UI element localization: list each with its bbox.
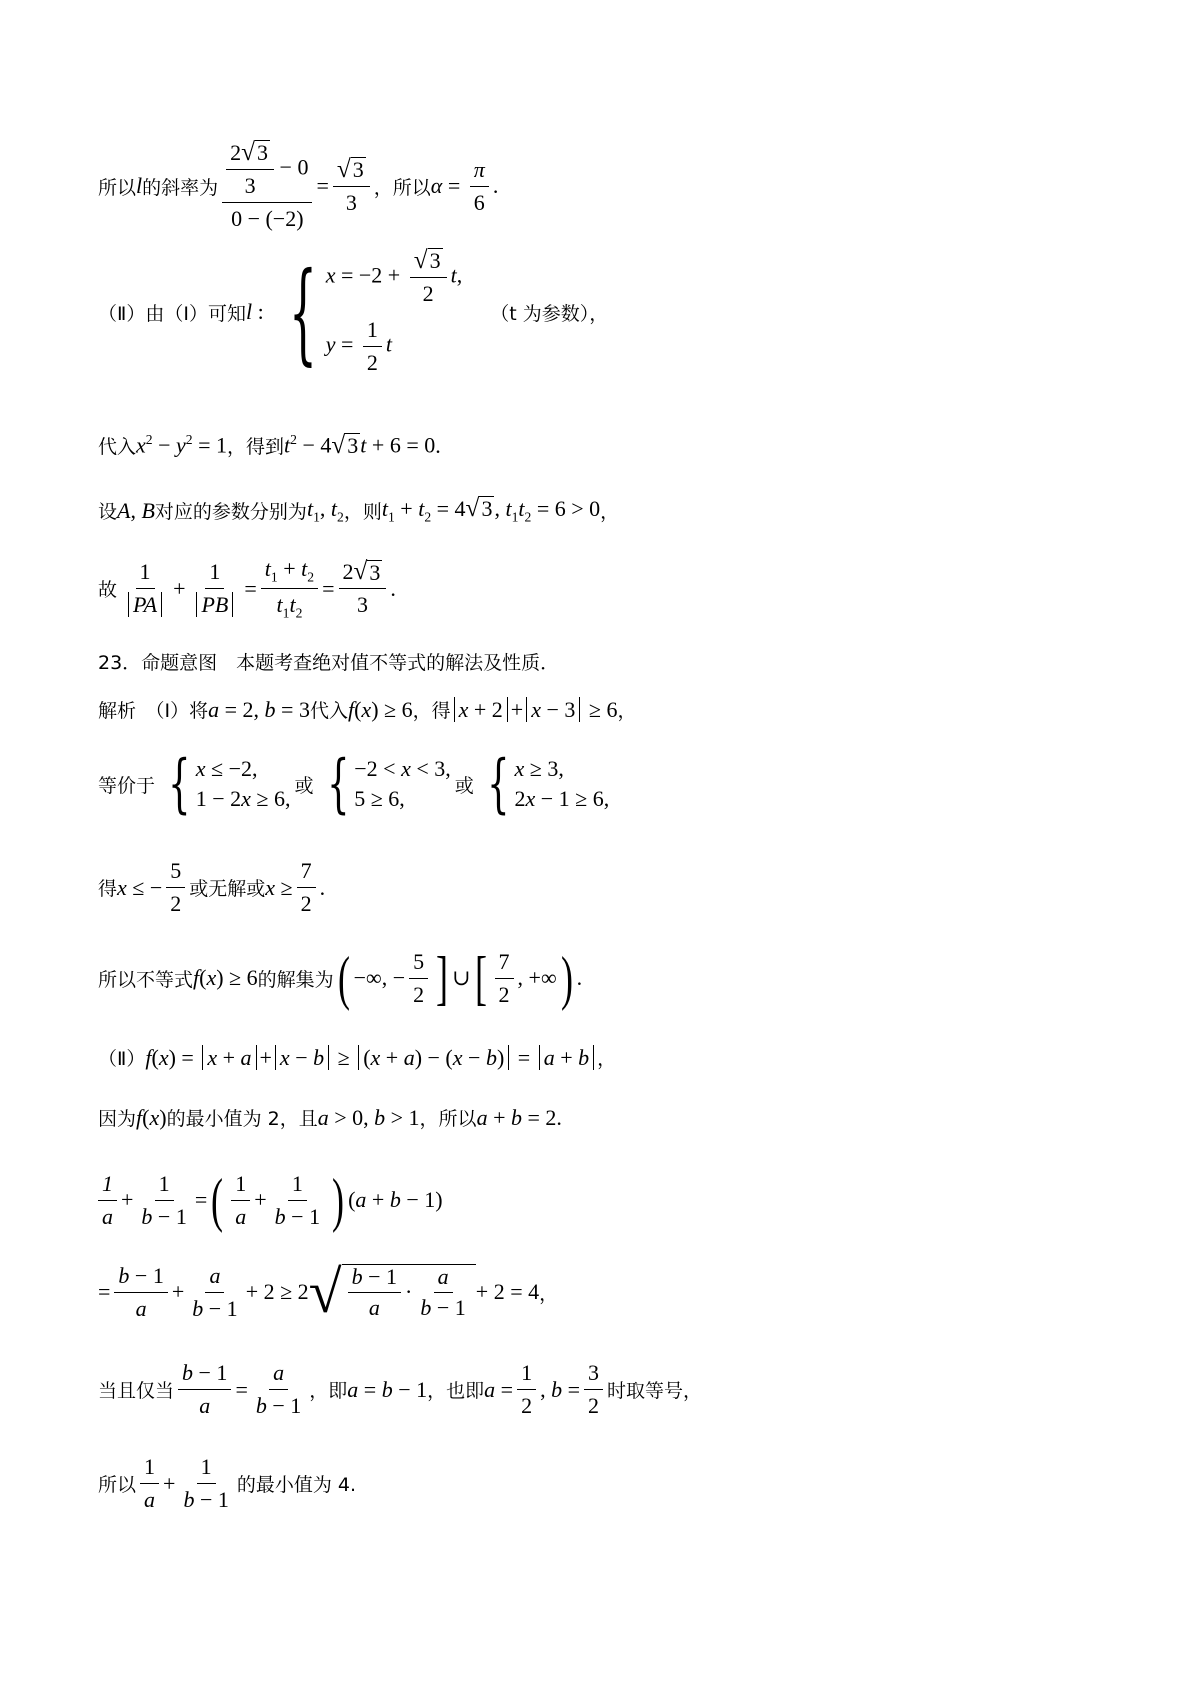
text-segment: 代入 [98, 436, 137, 458]
part2-line: （Ⅱ） f(x) = x + a + x − b ≥ (x + a) − (x − b) = a + b ， [98, 1044, 617, 1070]
text-segment: （t 为参数）， [490, 302, 609, 325]
punct: . [435, 432, 441, 458]
text-segment: 解析 （Ⅰ）将 [98, 700, 209, 722]
expression-line: $\frac{1}{a}$ + $\frac{1}{b - 1}$ = ( $\frac{1}{a}$ + $\frac{1}{b - 1}$ ) (a + b − 1) [98, 1170, 443, 1230]
text-segment: 所以 [98, 1474, 137, 1496]
punct: . [492, 173, 499, 198]
conclusion-line: 所以 $\frac{1}{a}$ + $\frac{1}{b - 1}$ 的最小值为 4. [98, 1454, 357, 1512]
min-value-line: 因为 f(x) 的最小值为 2，且 a > 0, b > 1 ，所以 a + b = 2 . [98, 1104, 562, 1130]
text-segment: （Ⅱ） [98, 1048, 146, 1070]
punct: . [576, 965, 583, 990]
punct: ， [597, 1048, 617, 1070]
text-segment: ，所以 [419, 1108, 477, 1130]
problem-23-heading: 23．命题意图 本题考查绝对值不等式的解法及性质． [98, 652, 560, 674]
text-segment: 的解集为 [257, 968, 334, 991]
text-segment: 因为 [98, 1108, 137, 1130]
text-segment: 或 [294, 774, 314, 797]
params-line: 设 A, B 对应的参数分别为 $t_1$, $t_2$ ，则 $t_1 + t_2 = 4$ √ 3 , $t_1t_2 = 6 > 0$ ， [98, 494, 620, 525]
analysis-line: 解析 （Ⅰ）将 a = 2, b = 3 代入 f(x) ≥ 6 ，得 x + 2 + x − 3 ≥ 6 ， [98, 696, 637, 722]
text-segment: 代入 [309, 700, 348, 722]
cases-line: 等价于 { x ≤ −2, 1 − 2x ≥ 6, 或 { −2 < x < 3, 5 ≥ 6, 或 { x ≥ 3, 2x − 1 ≥ 6, [98, 747, 610, 821]
text-segment: 等价于 [98, 774, 156, 797]
punct: ， [600, 501, 620, 524]
text-segment: 当且仅当 [98, 1380, 175, 1402]
text-segment: 的斜率为 [142, 176, 219, 199]
slope-fraction: 2 √ 3 3 − 0 0 − (−2) [222, 140, 312, 232]
substitute-line: 代入 $x^2 - y^2 = 1$ ，得到 $t^2 - 4$ √ 3 t + 6 = 0 . [98, 430, 441, 459]
text-segment: 时取等号， [607, 1380, 703, 1402]
parametric-line: （Ⅱ）由（Ⅰ）可知 l : { x = −2 + √ 3 2 t, y = $\frac{1}{2}$ t （t 为参数）， [98, 246, 609, 376]
text-segment: ，得 [412, 700, 451, 722]
punct: ， [617, 700, 637, 722]
text-segment: 对应的参数分别为 [154, 501, 307, 524]
text-segment: ，所以 [373, 176, 431, 199]
result-line: 故 $\frac{1}{PA}$ + $\frac{1}{PB}$ = $\frac{t_1 + t_2}{t_1t_2}$ = 2 √ 3 3 . [98, 556, 396, 621]
slope-line: 所以 l 的斜率为 2 √ 3 3 − 0 0 − (−2) = √ 3 3 ，所以 α = $\frac{\pi}{6}$ . [98, 138, 499, 231]
text-segment: ，则 [343, 501, 382, 524]
math-var: l [245, 299, 253, 324]
text-segment: 的最小值为 4. [236, 1474, 357, 1496]
solution-line: 得 x ≤ − $\frac{5}{2}$ 或无解或 x ≥ $\frac{7}{2}$ . [98, 858, 326, 916]
punct: . [390, 575, 396, 601]
text-segment: 所以不等式 [98, 968, 194, 991]
am-gm-line: = $\frac{b - 1}{a}$ + $\frac{a}{b - 1}$ + 2 ≥ 2 √ $\frac{b - 1}{a}$ · $\frac{a}{b - 1}$ + 2 = 4 ， [98, 1259, 559, 1325]
text-segment: ，即 [309, 1380, 348, 1402]
text-segment: 或无解或 [189, 878, 266, 900]
text-segment: ，也即 [427, 1380, 485, 1402]
text-segment: 的最小值为 2，且 [166, 1108, 318, 1130]
text-segment: （Ⅱ）由（Ⅰ）可知 [98, 302, 246, 325]
solution-set-line: 所以不等式 f(x) ≥ 6 的解集为 ( −∞, − $\frac{5}{2}$ ] ∪ [ $\frac{7}{2}$ , +∞ ) . [98, 945, 583, 1011]
text-segment: 故 [98, 579, 118, 602]
text-segment: 得 [98, 878, 118, 900]
parametric-system: { x = −2 + √ 3 2 t, y = $\frac{1}{2}$ t [288, 246, 463, 376]
text-segment: 设 [98, 501, 118, 524]
text-segment: ，得到 [227, 436, 285, 458]
punct: . [556, 1104, 562, 1130]
equality-line: 当且仅当 $\frac{b - 1}{a}$ = $\frac{a}{b - 1}$ ，即 a = b − 1 ，也即 a = $\frac{1}{2}$ , b = $\frac{3}{2}$ 时取等号， [98, 1360, 703, 1418]
text-segment: 所以 [98, 176, 137, 199]
punct: . [319, 874, 326, 900]
math-var: l [136, 173, 143, 198]
text-segment: 或 [454, 774, 474, 797]
